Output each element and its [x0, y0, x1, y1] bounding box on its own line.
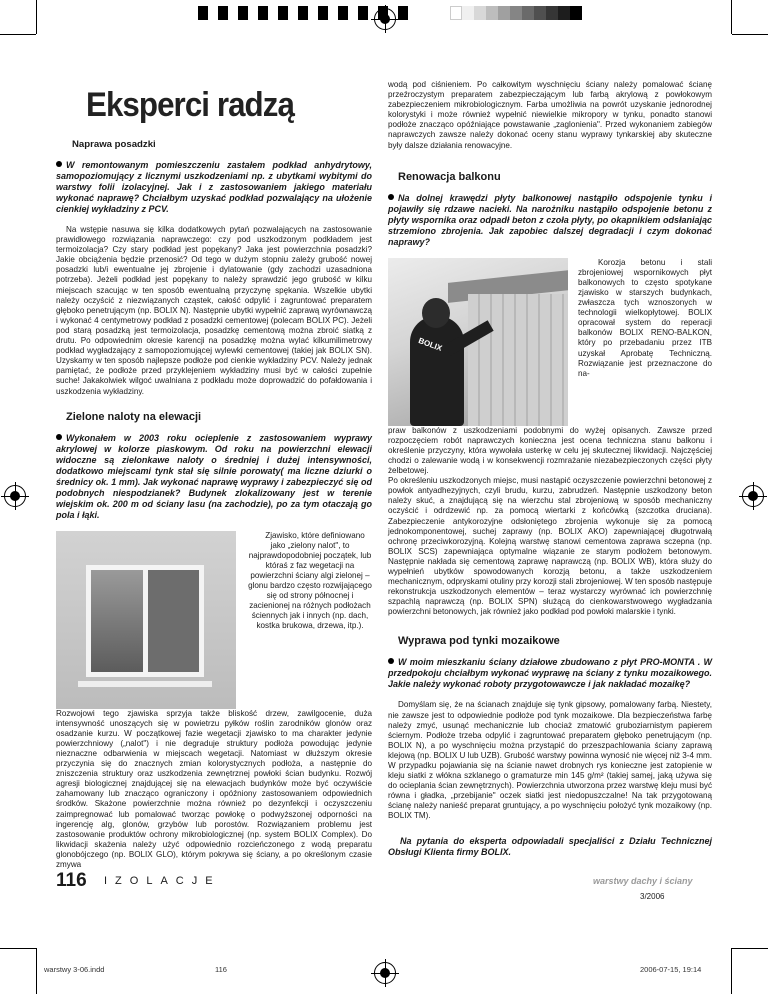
answer-green-deposits-wrap: Zjawisko, które definiowano jako „zielony nalot", to najprawdopodobniej początek, lub któraś z faz wegetacji na powierzchni ściany algi zielonej – glonu bardzo często rozwijającego się od strony północnej i zacienionej na różnych podłożach ściennych jak i innych (np. dach, kostka brukowa, drzewa, itp.). — [248, 530, 372, 631]
window-photo — [56, 531, 236, 709]
bullet-icon — [388, 194, 394, 200]
worker-logo: BOLIX — [417, 335, 444, 353]
question-balcony: Na dolnej krawędzi płyty balkonowej nastąpiło odspojenie tynku i pojawiły się rdzawe nacieki. Na narożniku nastąpiło odspojenie betonu z płyty wspornika oraz odpadł beton z czoła płyty, po okapnikiem odsłaniając strzemiono zbrojenia. Jak zapobiec dalszej degradacji i czym dokonać naprawy? — [388, 192, 712, 247]
section-heading-mosaic: Wyprawa pod tynki mozaikowe — [398, 635, 560, 648]
magazine-brand: warstwy dachy i ściany — [593, 876, 693, 886]
left-column — [56, 82, 372, 870]
crop-mark — [731, 0, 732, 34]
crop-mark — [732, 34, 768, 35]
registration-target-icon — [4, 485, 26, 507]
page-number: 116 — [56, 870, 87, 891]
window-sill — [78, 681, 212, 687]
question-green-deposits: Wykonałem w 2003 roku ocieplenie z zastosowaniem wyprawy akrylowej w kolorze piaskowym. Od roku na powierzchni elewacji widoczne są zielonkawe naloty o średniej i dużej intensywności, dodatkowo miejscami tynk stał się silnie porowaty( ma liczne dziurki o średnicy ok. 1 mm). Jak wykonać naprawę wyprawy i zabezpieczyć się od podobnych niespodzianek? Budynek zlokalizowany jest w terenie wiejskim ok. 200 m od ściany lasu (na zachodzie), po za tym otaczają go pola i łąki. — [56, 432, 372, 520]
photo-wrap-block — [56, 531, 372, 709]
slug-file: warstwy 3-06.indd — [44, 965, 105, 974]
crop-mark — [732, 948, 768, 949]
answer-floor-repair: Na wstępie nasuwa się kilka dodatkowych pytań pozwalających na zastosowanie prawidłowego rozwiązania naprawczego: czy pod uszkodzonym podkładem jest termoizolacja? Czy stary podkład jest popękany? Jaka jest powierzchnia posadzki? Jakie obciążenia będzie przenosić? Od tego w dużym stopniu zależy grubość nowej posadzki lub/i ewentualne jej zbrojenie i dylatowanie (gdy zachodzi uzasadniona potrzeba). Jeżeli podkład jest popękany to należy sprawdzić jego grubość w kilku miejscach szacując w ten sposób ewentualną przyczynę spękania. Wszelkie ubytki należy oczyścić z niezwiązanych cząstek, całość odpylić i zagruntować preparatem głęboko penetrującym (np. BOLIX N). Następnie ubytki wypełnić zaprawą wyrównawczą i wykonać 4 centymetrowy podkład z posadzki cementowej (polecam BOLIX PC). Jeżeli pod starą posadzką jest termoizolacja, posadzkę cementową można zbroić siatką z drutu. Po odpowiednim okresie karencji na posadzkę można wylać kilkumilimetrowy podkład wygładzający z samopoziomującej wylewki cementowej (takiej jak BOLIX SN). Uzyskamy w ten sposób najlepsze podłoże pod cienkie wykładziny PCV. Należy jednak pamiętać, że podłoże przed przyklejeniem wykładziny musi być w całości zupełnie suche! Jakakolwiek wilgoć uwalniana z podkładu może doprowadzić do pofałdowania i uszkodzenia wykładziny. — [56, 225, 372, 396]
window-frame — [86, 565, 204, 677]
answer-balcony-wrap: Korozja betonu i stali zbrojeniowej wspornikowych płyt balkonowych to często spotykane zjawisko w starszych budynkach, zwłaszcza tych wznoszonych w technologii wielkopłytowej. BOLIX opracował system do reperacji balkonów BOLIX RENO-BALKON, który po przebadaniu przez ITB uzyskał Aprobatę Techniczną. Rozwiązanie jest przeznaczone do na- — [578, 257, 712, 378]
answer-green-deposits: Rozwojowi tego zjawiska sprzyja także bliskość drzew, zawilgocenie, duża intensywność unoszących się w powietrzu pyłków roślin zarodników glonów oraz osadzanie kurzu. W początkowej fazie wegetacji zjawisko to ma charakter jedynie powierzchniowy („nalot") i nie degraduje struktury podłoża powodując jedynie nieznaczne odbarwienia w miejscach wegetacji. Natomiast w dłuższym okresie przyczynia się do znacznych zmian kolorystycznych podłoża, a następnie do zniszczenia struktury oraz uszkodzenia zewnętrznej powłoki ścian budynku. Rozwój agresji biologicznej znajdującej się na elewacjach budynków może być oczywiście zahamowany lub znacząco ograniczony i opóźniony zastosowaniem odpowiednich środków. Skażone powierzchnie można również po dezynfekcji i oczyszczeniu zaimpregnować lub pomalować tworząc powłokę o podwyższonej odporności na ingerencję alg, glonów, grzybów lub porostów. Rozwiązaniem problemu jest zastosowanie produktów ochrony mikrobiologicznej (np. system BOLIX Complex). Do likwidacji skażenia należy użyć odpowiednio rozcieńczonego z wodą preparatu glonobójczego (np. BOLIX GLO), którym pokrywa się ściany, a po określonym czasie zmywa — [56, 708, 372, 869]
photo-wrap-block — [388, 258, 712, 426]
question-mosaic: W moim mieszkaniu ściany działowe zbudowano z płyt PRO-MONTA . W przedpokoju chciałbym wykonać wyprawę na ściany z tynku mozaikowego. Jakie należy wykonać roboty przygotowawcze i jak nakładać mozaikę? — [388, 657, 712, 690]
continuation-text: wodą pod ciśnieniem. Po całkowitym wyschnięciu ściany należy pomalować ścianę przeźroczystym preparatem zabezpieczającym lub farbą akrylową z powłokowym zabezpieczeniem mikrobiologicznym. Farba umożliwia na powrót uzyskanie jednorodnej kolorystyki i może również wypełnić niewielkie mikropory w tynku, ponadto stanowi podłoże znacząco opóźniające powstawanie „zaglonienia". Przed wykonaniem zabiegów naprawczych zawsze należy dokonać oceny stanu wyprawy tynkarskiej aby skuteczne były dalsze działania renowacyjne. — [388, 80, 712, 150]
question-floor-repair: W remontowanym pomieszczeniu zastałem podkład anhydrytowy, samopoziomujący z licznymi uszkodzeniami np. z ubytkami wybitymi do warstwy folii izolacyjnej. Jak i z zastosowaniem jakiego materiału wykonać naprawę? Chciałbym uzyskać podkład pozwalający na ułożenie cienkiej wykładziny z PCV. — [56, 160, 372, 214]
balcony-wall — [468, 294, 568, 426]
crop-mark — [0, 34, 36, 35]
balcony-photo — [388, 258, 568, 426]
crop-mark — [0, 948, 36, 949]
bullet-icon — [388, 658, 394, 664]
registration-bar-right — [450, 6, 582, 20]
slug-timestamp: 2006-07-15, 19:14 — [640, 965, 702, 974]
bullet-icon — [56, 434, 62, 440]
section-heading-balcony: Renowacja balkonu — [398, 170, 501, 183]
crop-mark — [731, 948, 732, 994]
bullet-icon — [56, 161, 62, 167]
slug-page: 116 — [215, 965, 227, 974]
issue-number: 3/2006 — [640, 892, 665, 901]
section-heading-green-deposits: Zielone naloty na elewacji — [66, 410, 202, 423]
magazine-section: IZOLACJE — [104, 875, 221, 887]
registration-target-icon — [374, 8, 396, 30]
closing-note: Na pytania do eksperta odpowiadali specjaliści z Działu Technicznej Obsługi Klienta firmy BOLIX. — [388, 835, 712, 857]
registration-target-icon — [742, 485, 764, 507]
worker-head — [422, 298, 450, 328]
crop-mark — [36, 948, 37, 994]
crop-mark — [36, 0, 37, 34]
article-title: Eksperci radzą — [86, 86, 294, 124]
worker-figure — [410, 316, 464, 426]
answer-balcony: praw balkonów z uszkodzeniami podobnymi do wyżej opisanych. Zawsze przed rozpoczęciem robót naprawczych konieczna jest ocena techniczna stanu balkonu i określenie przyczyny, która wywołała usterkę w celu jej skutecznej likwidacji. Najczęściej chodzi o zalewanie wodą i w konsekwencji rozmrażanie niezabezpieczonych części płyty żelbetowej. Po określeniu uszkodzonych miejsc, musi nastąpić oczyszczenie powierzchni betonowej z powłok antyadhezyjnych, czyli brudu, kurzu, zabrudzeń. Następnie uszkodzony beton należy skuć, a znajdującą się na wierzchu stal zbrojeniową w sposób mechaniczny oczyścić i odrdzewić np. za pomocą wiertarki z końcówką (szczotka druciana). Zabezpieczenie antykorozyjne odsłoniętego zbrojenia wykonuje się za pomocą jednokomponentowej, suchej zaprawy (np. BOLIX AKO) zapewniającej długotrwałą ochronę przeciwkorozyjną. Kolejną warstwę stanowi cementowa zaprawa sczepna (np. BOLIX SCS) zapewniająca optymalne wiązanie ze starym podłożem betonowym. Następnie nakłada się cementową zaprawę naprawczą (np. BOLIX WB), która służy do wypełnień ubytków spowodowanych korozją betonu, a także uszkodzeniem mechanicznym, odpryskami otuliny przy korozji stali zbrojeniowej. W ten sposób następuje rekonstrukcja uszkodzonych elementów – teraz wystarczy wyrównać ich powierzchnię szpachlą naprawczą (np. BOLIX SPN) służącą do cienkowarstwowego wygładzania powierzchni betonowych, jak również jako podkład pod powłoki malarskie i tynki. — [388, 425, 712, 617]
answer-mosaic: Domyślam się, że na ścianach znajduje się tynk gipsowy, pomalowany farbą. Niestety, nie zawsze jest to odpowiednie podłoże pod tynk mozaikowe. Dla bezpieczeństwa farbę należy zmyć, usunąć mechanicznie lub chociaż zmatowić gruboziarnistym papierem ściernym. Podłoże trzeba odpylić i zagruntować preparatem głęboko penetrującym (np. BOLIX N), a po wyschnięciu można przystąpić do przeszpachlowania ściany zaprawą klejową (np. BOLIX U lub UZB). Grubość warstwy powinna wynosić nie więcej niż 3-4 mm. W przypadku pojawiania się na ścianie nawet drobnych rys konieczne jest zatopienie w kleju siatki z włókna szklanego o gramaturze min 145 g/m² (takiej samej, jaką używa się do ocieplania ścian zewnętrznych). Powierzchnia utworzona przez warstwę kleju musi być równa i gładka, „przebijanie" oczek siatki jest niedopuszczalne! Na tak przygotowaną ścianę należy nanieść preparat gruntujący, a po wyschnięciu położyć tynk mozaikowy (np. BOLIX TM). — [388, 700, 712, 821]
registration-target-icon — [374, 962, 396, 984]
right-column — [388, 80, 712, 868]
section-heading-floor-repair: Naprawa posadzki — [72, 139, 156, 150]
